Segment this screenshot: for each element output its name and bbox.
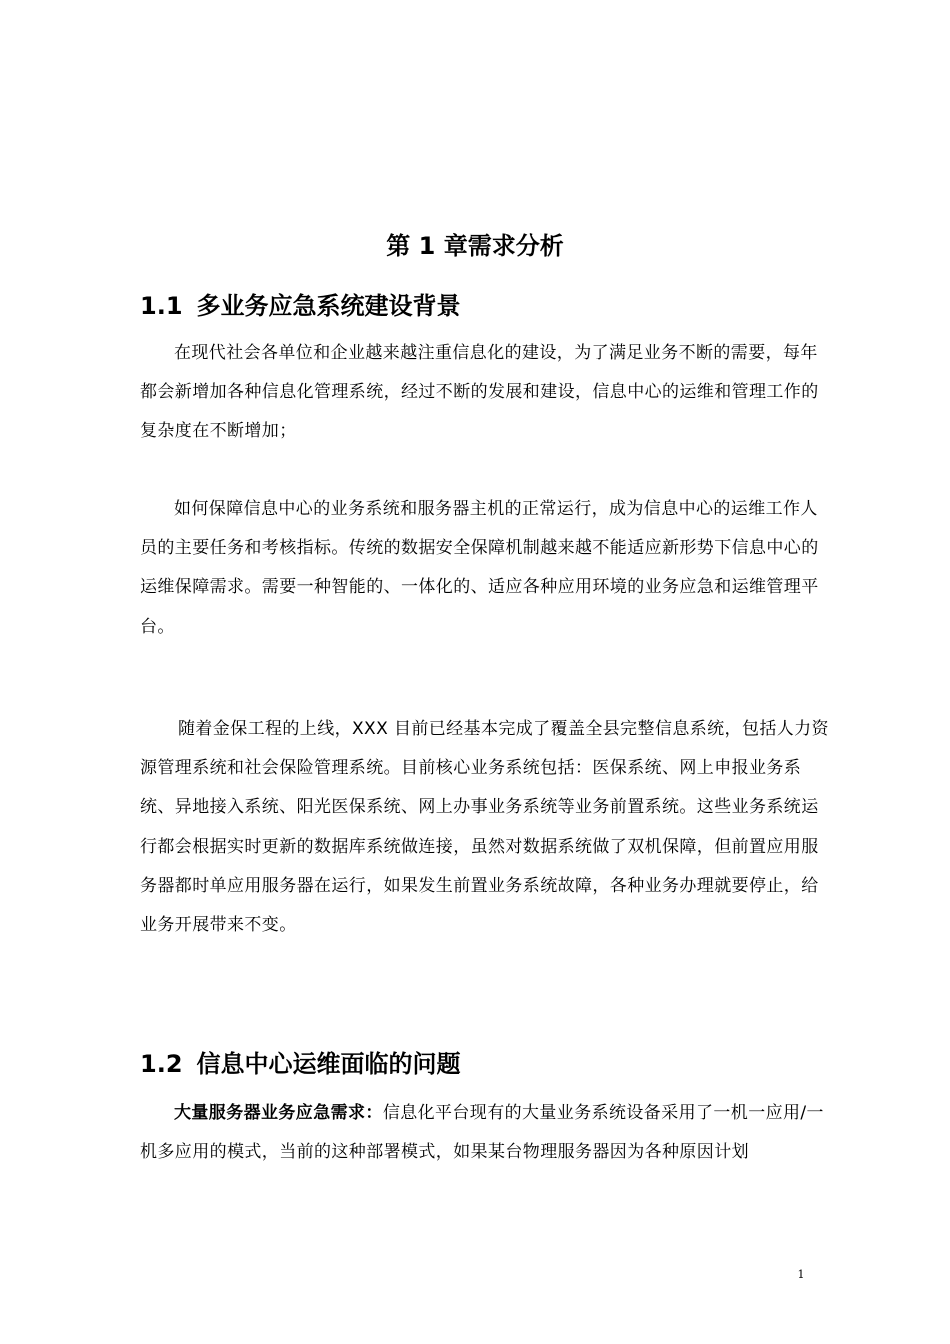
paragraph [140,334,830,452]
paragraph [140,1094,830,1172]
paragraph-text: 信息化平台现有的大量业务系统设备采用了一机一应用/一机多应用的模式，当前的这种部署模式，如果某台物理服务器因为各种原因计划 [140,1103,824,1163]
chapter-title: 第 1 章需求分析 [386,232,564,260]
paragraph-lead: 大量服务器业务应急需求： [174,1103,383,1123]
section-title-text: 多业务应急系统建设背景 [196,292,461,320]
section-title-text: 信息中心运维面临的问题 [196,1050,461,1078]
section-heading-1-2 [140,1046,820,1082]
section-number: 1.1 [140,292,183,320]
paragraph-text: 在现代社会各单位和企业越来越注重信息化的建设，为了满足业务不断的需要，每年都会新增加各种信息化管理系统，经过不断的发展和建设，信息中心的运维和管理工作的复杂度在不断增加； [140,343,819,442]
page-number: 1 [797,1268,805,1281]
section-heading-1-1 [140,288,820,324]
paragraph-text: 如何保障信息中心的业务系统和服务器主机的正常运行，成为信息中心的运维工作人员的主要任务和考核指标。传统的数据安全保障机制越来越不能适应新形势下信息中心的运维保障需求。需要一种智能的、一体化的、适应各种应用环境的业务应急和运维管理平台。 [140,499,819,637]
section-number: 1.2 [140,1050,183,1078]
paragraph-text: 随着金保工程的上线，XXX 目前已经基本完成了覆盖全县完整信息系统，包括人力资源管理系统和社会保险管理系统。目前核心业务系统包括：医保系统、网上申报业务系统、异地接入系统、阳光医保系统、网上办事业务系统等业务前置系统。这些业务系统运行都会根据实时更新的数据库系统做连接，虽然对数据系统做了双机保障，但前置应用服务器都时单应用服务器在运行，如果发生前置业务系统故障，各种业务办理就要停止，给业务开展带来不变。 [140,719,829,936]
paragraph [140,710,830,945]
paragraph [140,490,830,647]
